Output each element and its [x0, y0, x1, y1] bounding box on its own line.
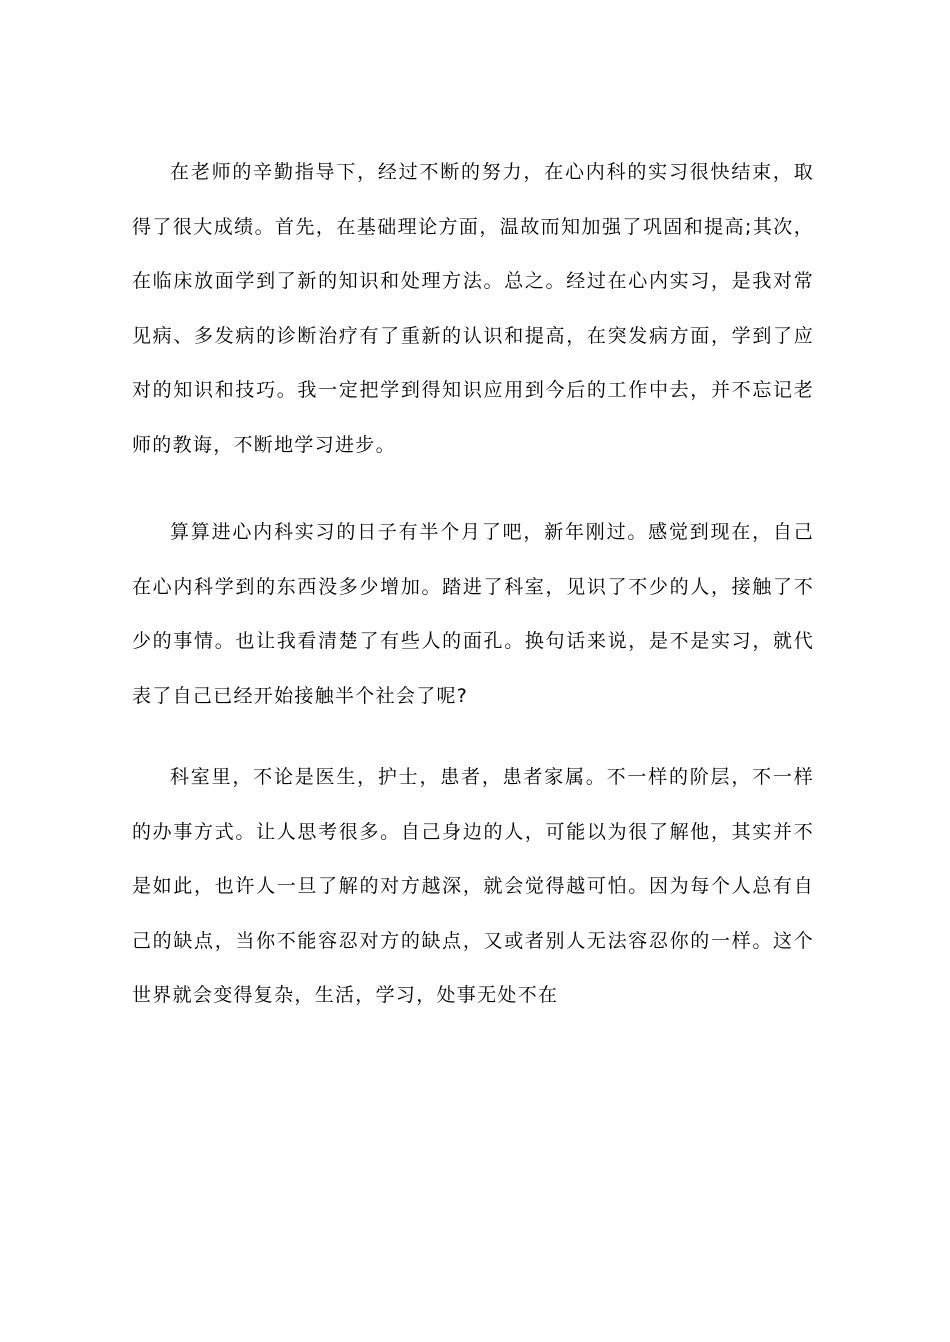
paragraph-3: 科室里，不论是医生，护士，患者，患者家属。不一样的阶层，不一样的办事方式。让人思考很多。自己身边的人，可能以为很了解他，其实并不是如此，也许人一旦了解的对方越深，就会觉得越可怕。因为每个人总有自己的缺点，当你不能容忍对方的缺点，又或者别人无法容忍你的一样。这个世界就会变得复杂，生活，学习，处事无处不在 — [132, 766, 814, 1006]
paragraph-2: 算算进心内科实习的日子有半个月了吧，新年刚过。感觉到现在，自己在心内科学到的东西没多少增加。踏进了科室，见识了不少的人，接触了不少的事情。也让我看清楚了有些人的面孔。换句话来说，是不是实习，就代表了自己已经开始接触半个社会了呢? — [132, 521, 814, 707]
paragraph-1: 在老师的辛勤指导下，经过不断的努力，在心内科的实习很快结束，取得了很大成绩。首先，在基础理论方面，温故而知加强了巩固和提高;其次，在临床放面学到了新的知识和处理方法。总之。经过在心内实习，是我对常见病、多发病的诊断治疗有了重新的认识和提高，在突发病方面，学到了应对的知识和技巧。我一定把学到得知识应用到今后的工作中去，并不忘记老师的教诲，不断地学习进步。 — [132, 161, 814, 456]
